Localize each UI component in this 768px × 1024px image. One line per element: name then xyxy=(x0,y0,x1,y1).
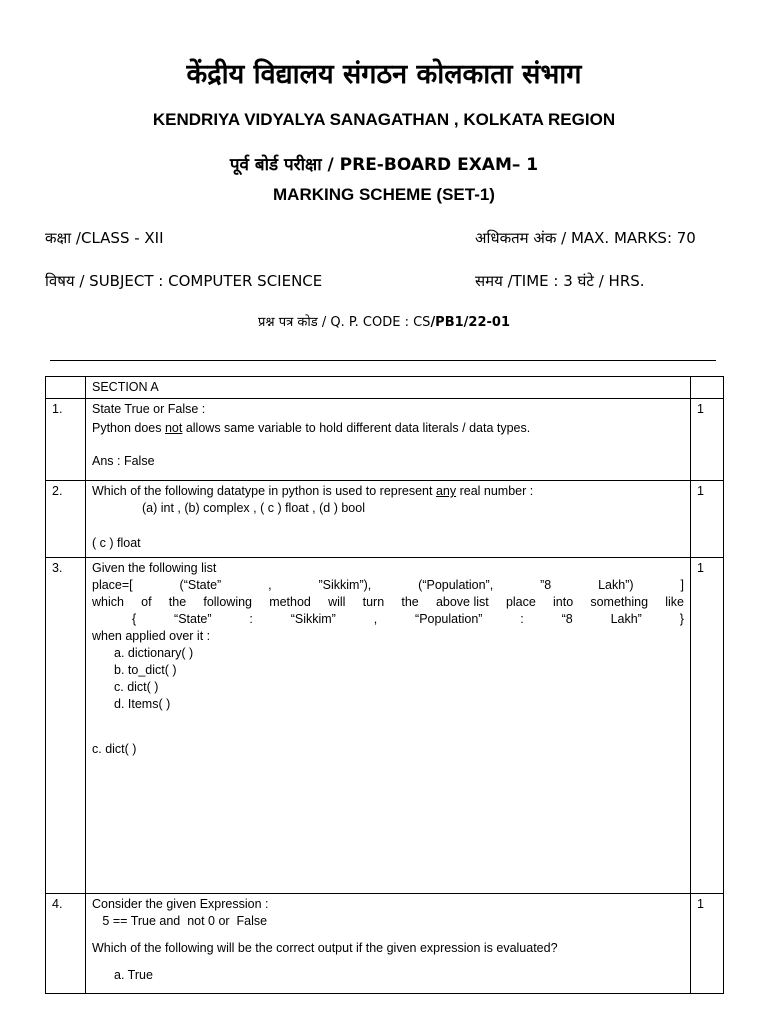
org-title-english: KENDRIYA VIDYALYA SANAGATHAN , KOLKATA REGION xyxy=(152,110,616,129)
question-number: 2. xyxy=(46,481,86,558)
marking-scheme-table xyxy=(45,376,724,994)
question-text: Python does not allows same variable to hold different data literals / data types. xyxy=(92,421,531,435)
question-text: Given the following list xyxy=(92,561,217,575)
class-label: कक्षा /CLASS - XII xyxy=(45,229,164,247)
marks-value: 1 xyxy=(691,558,724,894)
table-row xyxy=(46,399,724,481)
option-item: a. True xyxy=(114,968,153,982)
question-body xyxy=(86,894,691,994)
qp-code xyxy=(0,312,768,330)
option-item: a. dictionary( ) xyxy=(114,646,194,660)
qp-code-number: /PB1/22-01 xyxy=(430,315,510,330)
question-text: Which of the following datatype in python is used to represent any real number : xyxy=(92,484,534,498)
question-text: Which of the following will be the correct output if the given expression is evaluated? xyxy=(92,941,558,955)
marks-value: 1 xyxy=(691,399,724,481)
list-line: place=[ (“State” , ”Sikkim”), (“Population”, ”8 Lakh”) ] xyxy=(92,578,684,592)
marking-scheme-title: MARKING SCHEME (SET-1) xyxy=(273,185,495,204)
qp-code-prefix: प्रश्न पत्र कोड / Q. P. CODE : CS xyxy=(257,315,431,330)
table-row xyxy=(46,481,724,558)
table-row xyxy=(46,377,724,399)
options-line: (a) int , (b) complex , ( c ) float , (d ) bool xyxy=(142,501,365,515)
expression-text: 5 == True and not 0 or False xyxy=(92,914,268,928)
question-number: 4. xyxy=(46,894,86,994)
subject-label: विषय / SUBJECT : COMPUTER SCIENCE xyxy=(45,272,323,290)
question-text: State True or False : xyxy=(92,402,206,416)
answer-text: ( c ) float xyxy=(92,536,141,550)
section-heading: SECTION A xyxy=(86,377,691,399)
max-marks-label: अधिकतम अंक / MAX. MARKS: 70 xyxy=(475,229,696,247)
exam-title: पूर्व बोर्ड परीक्षा / PRE-BOARD EXAM– 1 xyxy=(229,155,539,175)
question-body xyxy=(86,481,691,558)
marks-value: 1 xyxy=(691,481,724,558)
question-text: Consider the given Expression : xyxy=(92,897,269,911)
org-title-hindi: केंद्रीय विद्यालय संगठन कोलकाता संभाग xyxy=(186,59,582,90)
answer-text: Ans : False xyxy=(92,454,155,468)
option-item: c. dict( ) xyxy=(114,680,159,694)
time-label: समय /TIME : 3 घंटे / HRS. xyxy=(475,272,645,290)
question-text: which of the following method will turn the above list place into something like xyxy=(92,595,684,609)
question-number: 3. xyxy=(46,558,86,894)
option-item: d. Items( ) xyxy=(114,697,171,711)
question-text: when applied over it : xyxy=(92,629,211,643)
table-row xyxy=(46,894,724,994)
dict-line: { “State” : “Sikkim” , “Population” : “8 Lakh” } xyxy=(132,612,684,626)
question-body xyxy=(86,558,691,894)
question-body xyxy=(86,399,691,481)
marks-value: 1 xyxy=(691,894,724,994)
divider-line xyxy=(50,360,716,361)
table-row xyxy=(46,558,724,894)
option-item: b. to_dict( ) xyxy=(114,663,177,677)
answer-text: c. dict( ) xyxy=(92,742,137,756)
question-number: 1. xyxy=(46,399,86,481)
